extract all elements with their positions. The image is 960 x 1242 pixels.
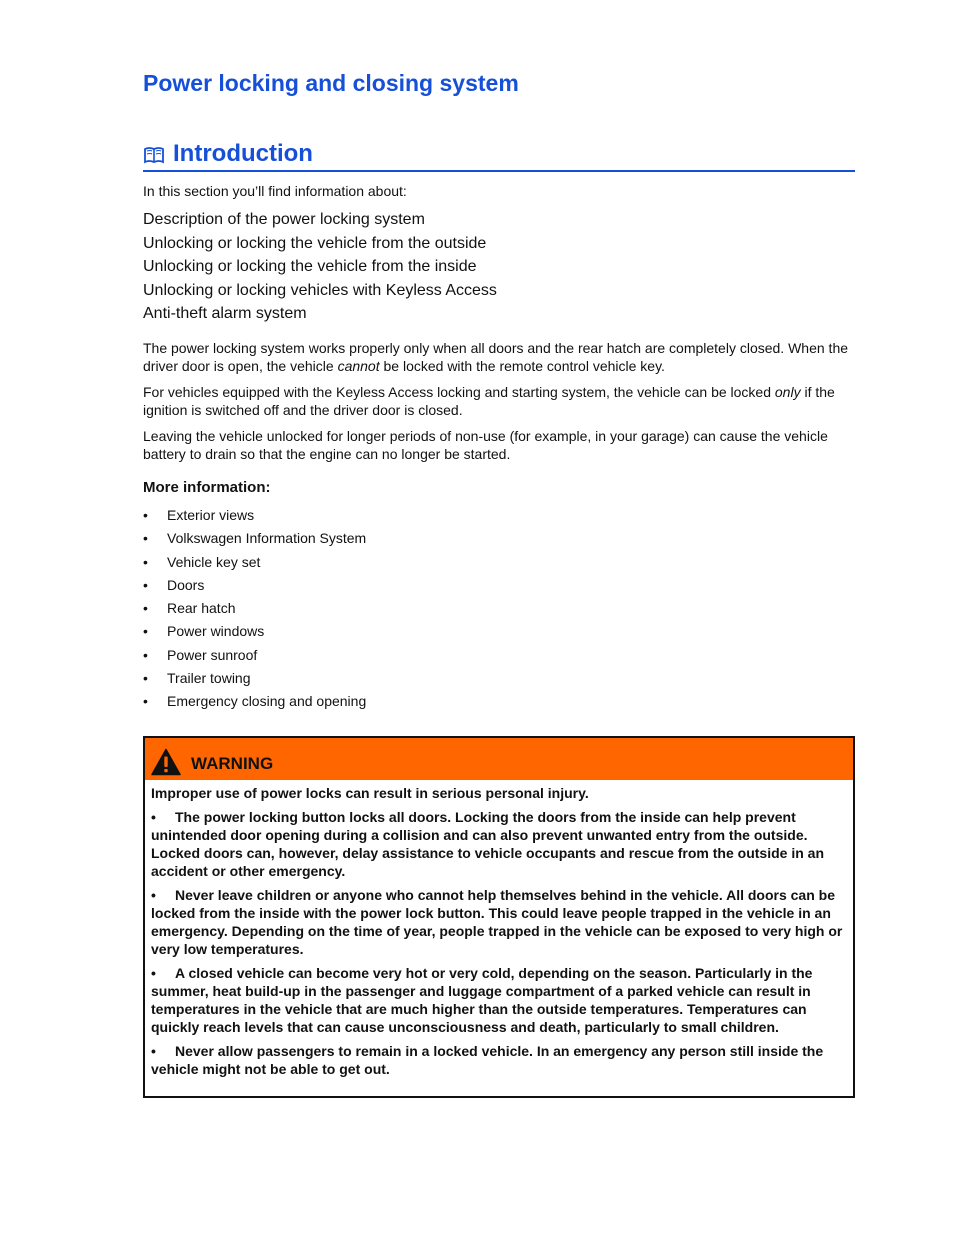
topic-item[interactable]: Anti-theft alarm system <box>143 305 307 322</box>
bullet: • <box>143 623 148 640</box>
topic-item[interactable]: Unlocking or locking the vehicle from the outside <box>143 234 487 252</box>
warning-item <box>151 1042 847 1078</box>
bullet: • <box>151 809 156 825</box>
bullet: • <box>151 887 156 903</box>
intro-text: In this section you’ll find information about: <box>143 183 407 199</box>
bullet: • <box>143 670 148 687</box>
more-info-link[interactable]: Volkswagen Information System <box>167 530 367 547</box>
more-info-item[interactable] <box>143 668 366 691</box>
bullet: • <box>143 600 148 617</box>
more-info-link[interactable]: Power sunroof <box>167 646 258 663</box>
warning-item-text: Never allow passengers to remain in a locked vehicle. In an emergency any person still inside the vehicle might not be able to get out. <box>151 1043 824 1077</box>
warning-item <box>151 808 847 880</box>
paragraph-text: if the ignition is switched off and the driver door is closed. <box>143 384 835 418</box>
warning-item-text: A closed vehicle can become very hot or very cold, depending on the season. Particularly in the summer, heat build-up in the passenger and luggage compartment of a parked vehicle can result in temperatures in the vehicle that are much higher than the outside temperatures. Temperatures can quickly reach levels that can cause unconsciousness and death, particularly to small children. <box>151 965 813 1035</box>
more-info-link[interactable]: Power windows <box>167 623 265 640</box>
bullet: • <box>143 507 148 523</box>
more-info-link[interactable]: Trailer towing <box>167 670 251 687</box>
more-info-item[interactable] <box>143 505 366 528</box>
more-info-item[interactable] <box>143 621 366 644</box>
section-header <box>143 138 855 172</box>
book-icon <box>143 144 165 166</box>
more-info-list <box>143 505 366 715</box>
warning-item-text: The power locking button locks all doors. Locking the doors from the inside can help prevent unintended door opening during a collision and can also prevent unwanted entry from the outside. Locked doors can, however, delay assistance to vehicle occupants and rescue from the outside in an accident or other emergency. <box>151 809 824 879</box>
warning-item <box>151 964 847 1036</box>
paragraph-text: be locked with the remote control vehicle key. <box>379 358 665 374</box>
warning-item <box>151 886 847 958</box>
warning-box <box>143 736 855 1098</box>
more-info-link[interactable]: Rear hatch <box>167 600 236 617</box>
topic-item[interactable]: Unlocking or locking the vehicle from the inside <box>143 258 477 275</box>
bullet: • <box>151 965 156 981</box>
warning-triangle-icon <box>151 748 181 776</box>
warning-body <box>145 780 853 1078</box>
more-info-item[interactable] <box>143 575 366 598</box>
paragraph-battery: Leaving the vehicle unlocked for longer periods of non-use (for example, in your garage) can cause the vehicle battery to drain so that the engine can no longer be started. <box>143 428 828 462</box>
more-info-heading: More information: <box>143 479 271 496</box>
bullet: • <box>143 646 148 663</box>
section-title: Introduction <box>173 140 313 167</box>
emphasis-text: cannot <box>337 358 380 374</box>
warning-lead: Improper use of power locks can result in serious personal injury. <box>151 785 589 801</box>
topic-item[interactable]: Unlocking or locking vehicles with Keyless Access <box>143 281 497 299</box>
more-info-item[interactable] <box>143 528 366 551</box>
bullet: • <box>143 693 148 710</box>
bullet: • <box>143 530 148 547</box>
warning-header <box>145 738 853 780</box>
warning-item-text: Never leave children or anyone who cannot help themselves behind in the vehicle. All doors can be locked from the inside with the power lock button. This could leave people trapped in the vehicle in an emergency. Depending on the time of year, people trapped in the vehicle can be exposed to very high or very low temperatures. <box>151 887 843 957</box>
bullet: • <box>143 553 148 570</box>
paragraph-keyless <box>143 383 855 419</box>
more-info-link[interactable]: Vehicle key set <box>167 553 261 570</box>
chapter-title: Power locking and closing system <box>143 70 519 96</box>
more-info-item[interactable] <box>143 598 366 621</box>
more-info-item[interactable] <box>143 552 366 575</box>
topic-list <box>143 208 497 326</box>
bullet: • <box>143 576 148 593</box>
emphasis-text: only <box>774 384 801 400</box>
more-info-item[interactable] <box>143 645 366 668</box>
warning-title: WARNING <box>191 754 274 773</box>
more-info-link[interactable]: Doors <box>167 576 205 593</box>
more-info-item[interactable] <box>143 691 366 714</box>
bullet: • <box>151 1043 156 1059</box>
more-info-link[interactable]: Exterior views <box>167 507 255 523</box>
paragraph-text: For vehicles equipped with the Keyless Access locking and starting system, the vehicle can be locked <box>143 384 775 400</box>
topic-item[interactable]: Description of the power locking system <box>143 211 425 228</box>
paragraph-text: The power locking system works properly only when all doors and the rear hatch are completely closed. When the driver door is open, the vehicle <box>143 340 849 374</box>
more-info-link[interactable]: Emergency closing and opening <box>167 693 367 710</box>
paragraph-door-closed <box>143 339 855 375</box>
